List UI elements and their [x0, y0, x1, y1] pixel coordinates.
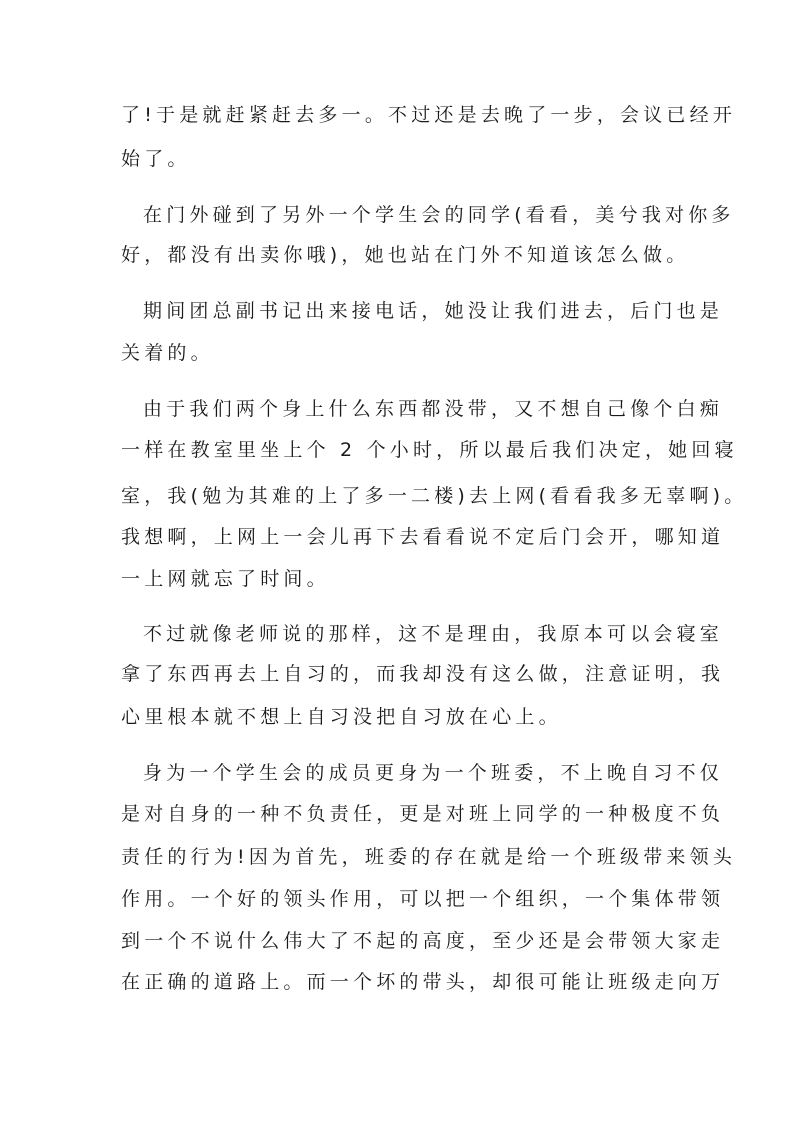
paragraph-6-line-1: 身为一个学生会的成员更身为一个班委，不上晚自习不仅 — [143, 762, 724, 784]
paragraph-4-line-3: 室，我(勉为其难的上了多一二楼)去上网(看看我多无辜啊)。 — [121, 485, 748, 507]
paragraph-6-line-2: 是对自身的一种不负责任，更是对班上同学的一种极度不负 — [121, 803, 725, 825]
paragraph-6-line-6: 在正确的道路上。而一个坏的带头，却很可能让班级走向万 — [121, 971, 725, 993]
paragraph-5-line-1: 不过就像老师说的那样，这不是理由，我原本可以会寝室 — [143, 623, 724, 645]
paragraph-6-line-4: 作用。一个好的领头作用，可以把一个组织，一个集体带领 — [121, 888, 725, 910]
paragraph-4-line-4: 我想啊，上网上一会儿再下去看看说不定后门会开，哪知道 — [121, 526, 725, 548]
paragraph-4-line-1: 由于我们两个身上什么东西都没带，又不想自己像个白痴 — [143, 398, 724, 420]
paragraph-5-line-3: 心里根本就不想上自习没把自习放在心上。 — [121, 706, 562, 728]
paragraph-6-line-5: 到一个不说什么伟大了不起的高度，至少还是会带领大家走 — [121, 930, 725, 952]
paragraph-4-line-2: 一样在教室里坐上个 2 个小时，所以最后我们决定，她回寝 — [121, 439, 738, 461]
paragraph-2-line-1: 在门外碰到了另外一个学生会的同学(看看，美兮我对你多 — [143, 204, 735, 226]
paragraph-2-line-2: 好，都没有出卖你哦)，她也站在门外不知道该怎么做。 — [121, 244, 690, 266]
paragraph-4-line-5: 一上网就忘了时间。 — [121, 568, 330, 590]
paragraph-5-line-2: 拿了东西再去上自习的，而我却没有这么做，注意证明，我 — [121, 663, 725, 685]
paragraph-1-line-1: 了!于是就赶紧赶去多一。不过还是去晚了一步，会议已经开 — [121, 104, 737, 126]
paragraph-3-line-1: 期间团总副书记出来接电话，她没让我们进去，后门也是 — [143, 300, 724, 322]
paragraph-3-line-2: 关着的。 — [121, 342, 214, 364]
paragraph-1-line-2: 始了。 — [121, 148, 191, 170]
paragraph-6-line-3: 责任的行为!因为首先，班委的存在就是给一个班级带来领头 — [121, 846, 737, 868]
